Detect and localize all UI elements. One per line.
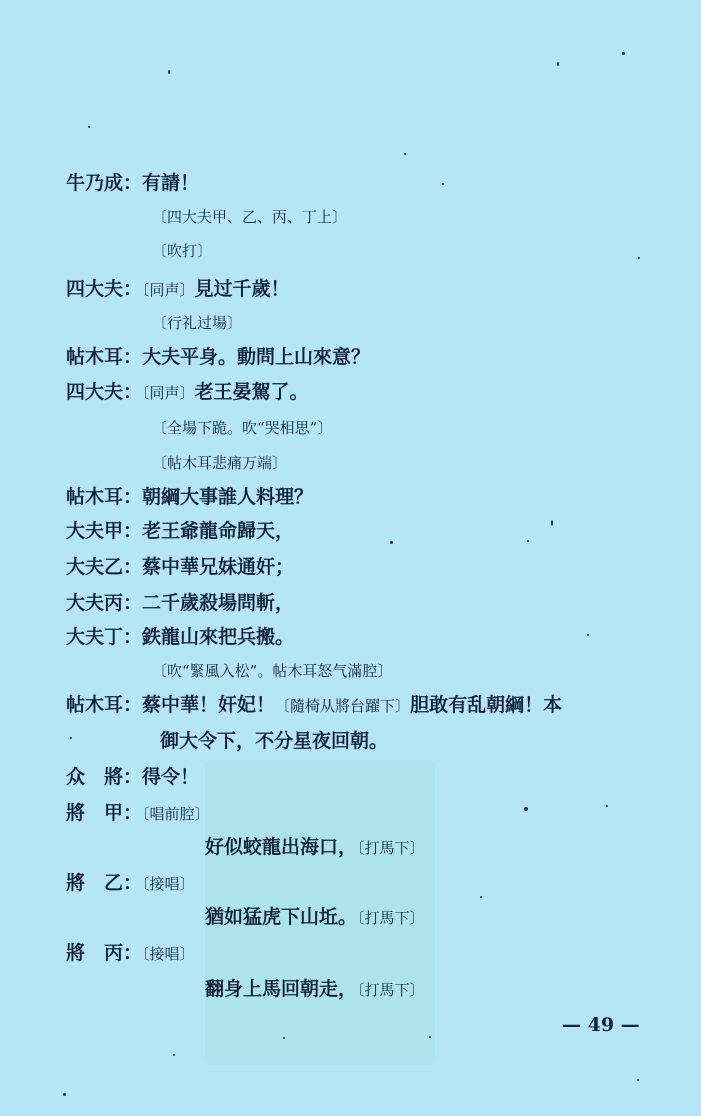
inline-stage-direction: 〔打馬下〕 — [357, 839, 425, 857]
scan-speck — [622, 52, 625, 55]
dialogue-text: 老王爺龍命歸天， — [142, 520, 295, 542]
dialogue-text: 朝綱大事誰人料理？ — [142, 486, 314, 508]
inline-stage-direction: 〔唱前腔〕 — [142, 805, 210, 823]
inline-stage-direction: 〔打馬下〕 — [357, 981, 425, 999]
dialogue-line — [66, 280, 290, 299]
inline-stage-direction: 〔接唱〕 — [142, 875, 195, 893]
inline-stage-direction: 〔同声〕 — [142, 281, 195, 299]
scan-speck — [173, 1054, 175, 1056]
sung-line — [205, 980, 425, 999]
sung-text: 猶如猛虎下山坵。 — [205, 906, 358, 928]
dialogue-text: 蔡中華！奸妃！ — [142, 694, 276, 716]
dialogue-text: 得令！ — [142, 766, 200, 788]
inline-stage-direction: 〔接唱〕 — [142, 945, 195, 963]
scan-speck — [527, 540, 529, 542]
dialogue-line — [66, 696, 562, 715]
scan-speck — [168, 70, 170, 74]
dialogue-text: 有請！ — [142, 172, 200, 194]
scan-speck — [524, 807, 528, 811]
speaker-colon: ： — [123, 381, 143, 403]
scan-speck — [480, 896, 482, 898]
dialogue-line — [66, 383, 309, 402]
dialogue-line — [66, 348, 370, 367]
dialogue-text: 大夫平身。動問上山來意？ — [142, 346, 371, 368]
speaker-name: 大夫甲 — [66, 520, 124, 542]
speaker-colon: ： — [123, 520, 143, 542]
scan-speck — [606, 805, 608, 807]
dialogue-line — [66, 558, 294, 577]
dialogue-text: 蔡中華兄妹通奸； — [142, 556, 295, 578]
dialogue-line — [66, 874, 195, 893]
speaker-name: 众 將 — [66, 766, 124, 788]
sung-text: 好似蛟龍出海口， — [205, 836, 358, 858]
speaker-name: 四大夫 — [66, 278, 124, 300]
speaker-name: 將 丙 — [66, 942, 124, 964]
inline-stage-direction: 〔同声〕 — [142, 384, 195, 402]
speaker-name: 帖木耳 — [66, 346, 124, 368]
sung-text: 翻身上馬回朝走， — [205, 978, 358, 1000]
speaker-colon: ： — [123, 346, 143, 368]
scan-speck — [404, 153, 406, 155]
speaker-name: 四大夫 — [66, 381, 124, 403]
stage-direction: 〔吹打〕 — [152, 242, 213, 260]
dialogue-line — [66, 174, 199, 193]
speaker-colon: ： — [123, 766, 143, 788]
dialogue-line — [66, 594, 294, 613]
inline-stage-direction: 〔隨椅从將台躍下〕 — [275, 697, 411, 715]
stage-direction: 〔吹“緊風入松”。帖木耳怒气滿腔〕 — [152, 662, 393, 680]
stage-direction: 〔帖木耳悲痛万端〕 — [152, 454, 288, 472]
scan-speck — [88, 126, 90, 128]
scan-speck — [429, 1036, 431, 1038]
dialogue-line — [66, 804, 210, 823]
scan-speck — [390, 541, 393, 544]
speaker-colon: ： — [123, 942, 143, 964]
scan-speck — [63, 1093, 66, 1096]
scan-speck — [638, 257, 640, 259]
sung-line — [205, 908, 425, 927]
speaker-colon: ： — [123, 694, 143, 716]
scan-speck — [637, 1079, 639, 1081]
dialogue-line — [66, 944, 195, 963]
stage-direction: 〔行礼过場〕 — [152, 314, 243, 332]
speaker-colon: ： — [123, 626, 143, 648]
dialogue-text: 老王晏駕了。 — [194, 381, 309, 403]
speaker-colon: ： — [123, 278, 143, 300]
dialogue-text: 胆敢有乱朝綱！本 — [410, 694, 563, 716]
dialogue-text: 見过千歲！ — [194, 278, 290, 300]
speaker-name: 帖木耳 — [66, 694, 124, 716]
speaker-colon: ： — [123, 802, 143, 824]
stage-direction: 〔四大夫甲、乙、丙、丁上〕 — [152, 208, 348, 226]
scan-speck — [557, 62, 559, 66]
dialogue-line — [66, 628, 294, 647]
speaker-colon: ： — [123, 592, 143, 614]
stage-direction: 〔全場下跪。吹“哭相思”〕 — [152, 419, 333, 437]
scan-speck — [587, 634, 589, 636]
speaker-name: 牛乃成 — [66, 172, 124, 194]
dialogue-text: 鉄龍山來把兵搬。 — [142, 626, 295, 648]
speaker-name: 大夫乙 — [66, 556, 124, 578]
speaker-name: 將 乙 — [66, 872, 124, 894]
speaker-colon: ： — [123, 556, 143, 578]
dialogue-line — [66, 768, 199, 787]
dialogue-line — [66, 522, 294, 541]
inline-stage-direction: 〔打馬下〕 — [357, 909, 425, 927]
scan-speck — [551, 520, 553, 526]
speaker-colon: ： — [123, 872, 143, 894]
sung-line — [205, 838, 425, 857]
speaker-name: 帖木耳 — [66, 486, 124, 508]
speaker-colon: ： — [123, 172, 143, 194]
dialogue-continuation: 御大令下，不分星夜回朝。 — [160, 730, 389, 752]
scan-speck — [283, 1037, 285, 1039]
scan-speck — [442, 183, 444, 185]
dialogue-line — [66, 488, 313, 507]
speaker-name: 將 甲 — [66, 802, 124, 824]
speaker-name: 大夫丙 — [66, 592, 124, 614]
scan-speck — [70, 737, 72, 739]
page-number: — 49 — — [562, 1014, 640, 1036]
speaker-name: 大夫丁 — [66, 626, 124, 648]
speaker-colon: ： — [123, 486, 143, 508]
dialogue-text: 二千歲殺場問斬， — [142, 592, 295, 614]
